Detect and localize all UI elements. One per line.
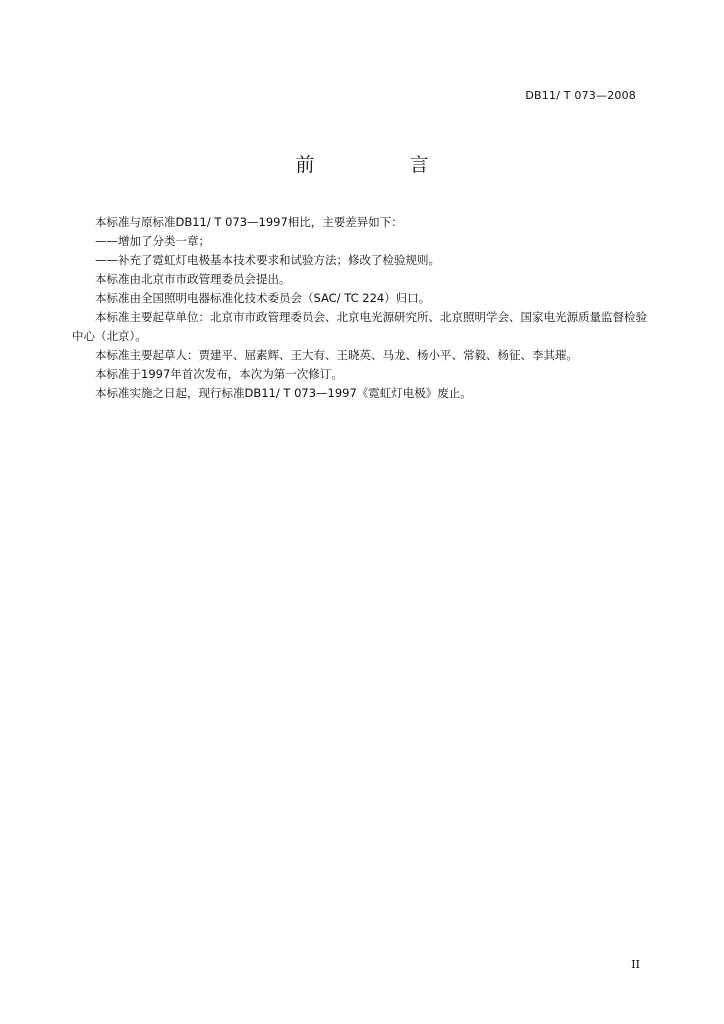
paragraph-drafters: 本标准主要起草人：贾建平、屈素辉、王大有、王晓英、马龙、杨小平、常毅、杨征、李其璀。	[95, 348, 578, 362]
standard-code-header: DB11/ T 073—2008	[525, 89, 636, 102]
page-title: 前 言	[295, 154, 467, 176]
paragraph-publication-history: 本标准于1997年首次发布，本次为第一次修订。	[95, 367, 343, 381]
paragraph-drafting-units: 本标准主要起草单位：北京市市政管理委员会、北京电光源研究所、北京照明学会、国家电光源质量监督检验中心（北京）。	[72, 310, 647, 343]
paragraph-difference-item-1: ——增加了分类一章；	[95, 234, 210, 248]
paragraph-difference-item-2: ——补充了霓虹灯电极基本技术要求和试验方法；修改了检验规则。	[95, 253, 440, 267]
paragraph-proposer: 本标准由北京市市政管理委员会提出。	[95, 272, 291, 286]
paragraph-repeal-notice: 本标准实施之日起，现行标准DB11/ T 073—1997《霓虹灯电极》废止。	[95, 386, 472, 400]
paragraph-differences-intro: 本标准与原标准DB11/ T 073—1997相比，主要差异如下：	[95, 215, 403, 229]
paragraph-technical-committee: 本标准由全国照明电器标准化技术委员会（SAC/ TC 224）归口。	[95, 291, 431, 305]
page-number: II	[631, 958, 640, 971]
foreword-body	[72, 213, 652, 403]
